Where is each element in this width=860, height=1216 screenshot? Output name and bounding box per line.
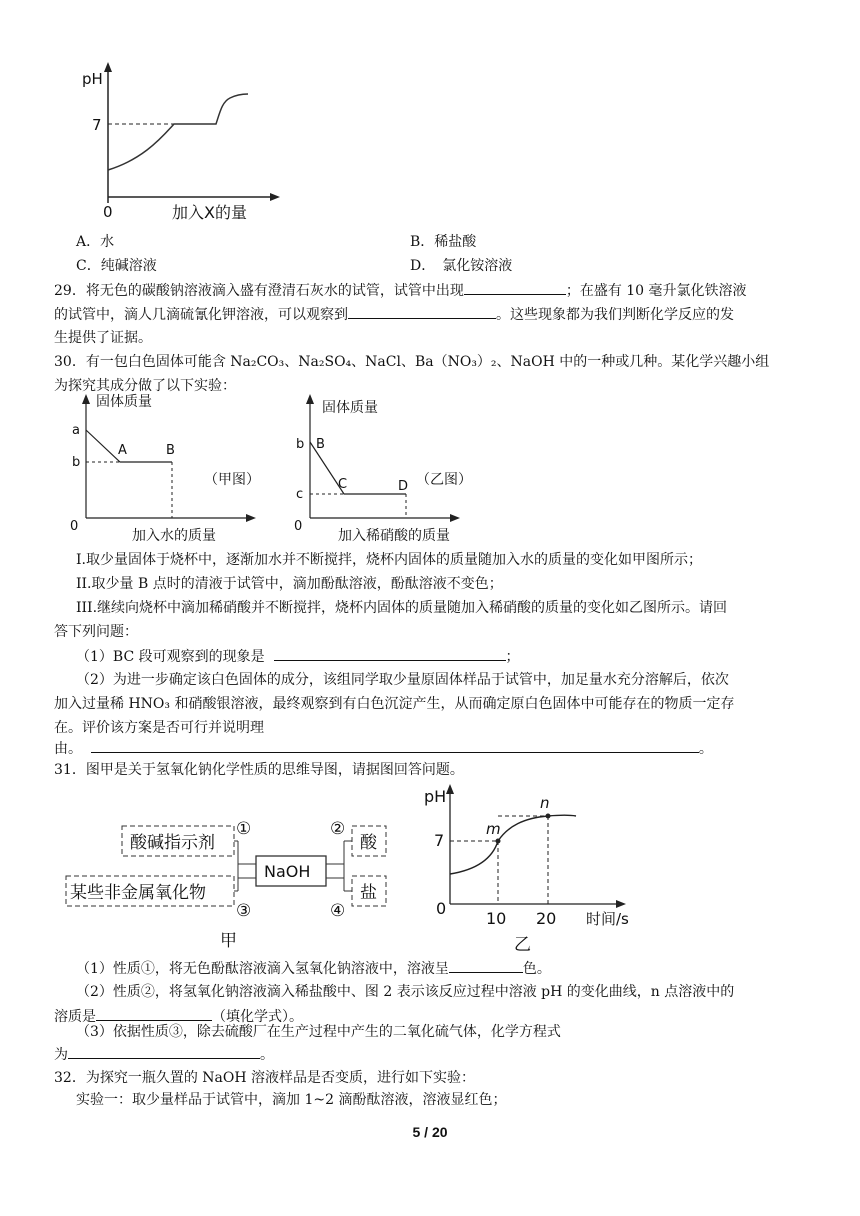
label-n: n bbox=[540, 794, 550, 812]
q31-text: 色。 bbox=[522, 961, 551, 977]
answer-blank[interactable] bbox=[348, 304, 496, 319]
label-c: c bbox=[296, 487, 304, 502]
option-c: C．纯碱溶液 bbox=[76, 258, 157, 274]
q30-sub2c: 在。评价该方案是否可行并说明理 bbox=[54, 720, 264, 736]
q30-line2: 为探究其成分做了以下实验： bbox=[54, 378, 236, 394]
mass-line bbox=[86, 430, 172, 462]
label-D: D bbox=[398, 479, 409, 494]
caption: （乙图） bbox=[416, 472, 472, 488]
answer-blank[interactable] bbox=[274, 646, 506, 661]
circle-3: ③ bbox=[236, 901, 252, 921]
label-b: b bbox=[296, 437, 305, 452]
indicator-label: 酸碱指示剂 bbox=[130, 833, 215, 853]
q31-sub3a: （3）依据性质③，除去硫酸厂在生产过程中产生的二氧化硫气体，化学方程式 bbox=[76, 1024, 561, 1040]
point-n bbox=[546, 814, 551, 819]
origin-label: 0 bbox=[436, 899, 447, 918]
q30-chart-jia bbox=[62, 392, 305, 548]
q29-line3: 生提供了证据。 bbox=[54, 330, 152, 346]
label-b: b bbox=[72, 455, 81, 470]
label-A: A bbox=[118, 443, 127, 458]
option-a: A．水 bbox=[76, 234, 115, 250]
q30-step3a: III.继续向烧杯中滴加稀硝酸并不断搅拌，烧杯内固体的质量随加入稀硝酸的质量的变化如乙图所示。请回 bbox=[76, 600, 728, 616]
naoh-label: NaOH bbox=[264, 862, 311, 881]
q30-chart-yi bbox=[288, 392, 498, 548]
x-axis-label: 加入稀硝酸的质量 bbox=[338, 528, 450, 544]
q31-title: 31．图甲是关于氢氧化钠化学性质的思维导图，请据图回答问题。 bbox=[54, 762, 464, 778]
q30-sub2a: （2）为进一步确定该白色固体的成分，该组同学取少量原固体样品于试管中，加足量水充分溶解后，依次 bbox=[76, 672, 729, 688]
answer-blank[interactable] bbox=[96, 1006, 212, 1021]
q30-text: （1）BC 段可观察到的现象是 bbox=[76, 649, 265, 665]
q29-text: 。这些现象都为我们判断化学反应的发 bbox=[496, 307, 734, 323]
option-b: B．稀盐酸 bbox=[410, 234, 477, 250]
answer-blank[interactable] bbox=[464, 280, 566, 295]
q31-text: （1）性质①，将无色酚酞溶液滴入氢氧化钠溶液中，溶液呈 bbox=[76, 961, 449, 977]
q30-text: ； bbox=[505, 649, 520, 665]
q31-text: 溶质是 bbox=[54, 1009, 96, 1025]
x-axis-arrow bbox=[450, 514, 460, 522]
x-axis-label: 加入水的质量 bbox=[132, 528, 216, 544]
q31-mindmap bbox=[62, 784, 412, 954]
answer-blank[interactable] bbox=[91, 738, 699, 753]
q31-text: 。 bbox=[260, 1047, 274, 1063]
circle-4: ④ bbox=[330, 901, 346, 921]
q30-step1: I.取少量固体于烧杯中，逐渐加水并不断搅拌，烧杯内固体的质量随加入水的质量的变化如甲图所示； bbox=[76, 552, 702, 568]
y-axis-label: 固体质量 bbox=[96, 394, 152, 410]
q30-sub2d bbox=[54, 738, 713, 759]
q31-ph-graph bbox=[420, 784, 650, 954]
q32-line1: 32．为探究一瓶久置的 NaOH 溶液样品是否变质，进行如下实验： bbox=[54, 1070, 475, 1086]
q28-ph-graph bbox=[70, 60, 290, 230]
page-number: 5 / 20 bbox=[412, 1124, 448, 1140]
acid-label: 酸 bbox=[360, 833, 377, 853]
x-axis-label: 加入X的量 bbox=[172, 203, 247, 222]
q31-sub2a: （2）性质②，将氢氧化钠溶液滴入稀盐酸中、图 2 表示该反应过程中溶液 pH 的变化曲线，n 点溶液中的 bbox=[76, 984, 735, 1000]
x-axis-arrow bbox=[246, 514, 256, 522]
ytick-7: 7 bbox=[434, 831, 445, 850]
q30-step2: II.取少量 B 点时的清液于试管中，滴加酚酞溶液，酚酞溶液不变色； bbox=[76, 576, 503, 592]
y-axis-label: pH bbox=[424, 787, 447, 806]
caption: （甲图） bbox=[204, 472, 260, 488]
q30-step3b: 答下列问题： bbox=[54, 624, 138, 640]
ytick-7: 7 bbox=[92, 116, 102, 134]
graph-caption: 乙 bbox=[514, 935, 531, 955]
origin-label: 0 bbox=[70, 519, 79, 534]
circle-1: ① bbox=[236, 819, 252, 839]
y-axis-arrow bbox=[82, 394, 90, 404]
label-C: C bbox=[338, 477, 348, 492]
answer-blank[interactable] bbox=[68, 1044, 260, 1059]
y-axis-arrow bbox=[306, 394, 314, 404]
q30-text: 。 bbox=[698, 741, 713, 757]
x-axis-label: 时间/s bbox=[586, 910, 629, 928]
xtick-20: 20 bbox=[536, 909, 557, 928]
y-axis-arrow bbox=[446, 784, 454, 794]
ph-curve bbox=[450, 815, 576, 874]
q30-sub1 bbox=[76, 646, 520, 667]
q29-text: 的试管中，滴人几滴硫氰化钾溶液，可以观察到 bbox=[54, 307, 348, 323]
answer-blank[interactable] bbox=[449, 958, 523, 973]
q29-line1 bbox=[54, 280, 747, 301]
q31-text: （填化学式）。 bbox=[212, 1009, 303, 1025]
label-B: B bbox=[316, 437, 325, 452]
x-axis-arrow bbox=[270, 193, 280, 201]
q31-text: 为 bbox=[54, 1047, 68, 1063]
ph-curve bbox=[108, 94, 248, 170]
y-axis-label: pH bbox=[82, 70, 103, 88]
nonmetal-oxide-label: 某些非金属氧化物 bbox=[70, 883, 206, 903]
option-d: D． 氯化铵溶液 bbox=[410, 258, 513, 274]
q29-text: ；在盛有 10 毫升氯化铁溶液 bbox=[565, 283, 747, 299]
xtick-10: 10 bbox=[486, 909, 507, 928]
q31-sub1 bbox=[76, 958, 551, 979]
q29-line2 bbox=[54, 304, 734, 325]
x-axis-arrow bbox=[616, 900, 626, 908]
origin-label: 0 bbox=[294, 519, 303, 534]
q30-text: 由。 bbox=[54, 741, 82, 757]
q31-sub3b bbox=[54, 1044, 274, 1065]
circle-2: ② bbox=[330, 819, 346, 839]
q30-line1: 30．有一包白色固体可能含 Na₂CO₃、Na₂SO₄、NaCl、Ba（NO₃）₂、NaOH 中的一种或几种。某化学兴趣小组 bbox=[54, 354, 770, 370]
y-axis-arrow bbox=[104, 62, 112, 72]
point-m bbox=[496, 839, 501, 844]
label-m: m bbox=[486, 820, 501, 838]
mindmap-caption: 甲 bbox=[220, 931, 237, 951]
q29-text: 29．将无色的碳酸钠溶液滴入盛有澄清石灰水的试管，试管中出现 bbox=[54, 283, 464, 299]
y-axis-label: 固体质量 bbox=[322, 400, 378, 416]
q30-sub2b: 加入过量稀 HNO₃ 和硝酸银溶液，最终观察到有白色沉淀产生，从而确定原白色固体中可能存在的物质一定存 bbox=[54, 696, 735, 712]
salt-label: 盐 bbox=[360, 883, 377, 903]
origin-label: 0 bbox=[103, 203, 113, 221]
label-B: B bbox=[166, 443, 175, 458]
label-a: a bbox=[72, 423, 80, 438]
q32-line2: 实验一：取少量样品于试管中，滴加 1~2 滴酚酞溶液，溶液显红色； bbox=[76, 1092, 507, 1108]
